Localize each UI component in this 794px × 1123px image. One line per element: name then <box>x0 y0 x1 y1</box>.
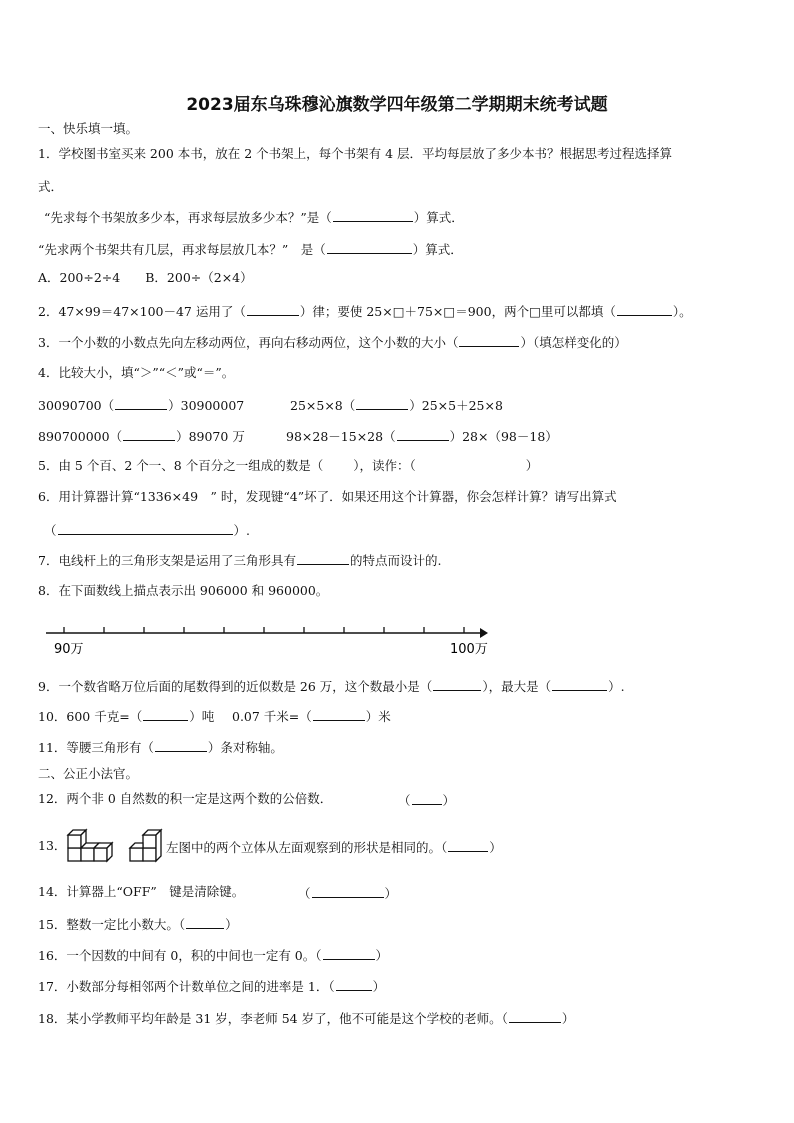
q13-text: 左图中的两个立体从左面观察到的形状是相同的。（ <box>166 840 448 855</box>
q6-line2 <box>44 521 250 539</box>
q1-blank-1[interactable] <box>333 208 413 222</box>
q14-answer <box>298 884 397 902</box>
q9-text-c: ）. <box>608 679 625 694</box>
q4-blank-4[interactable] <box>397 427 449 441</box>
q15-close: ） <box>225 917 238 932</box>
q12-answer <box>398 791 455 809</box>
q7-text-b: 的特点而设计的. <box>349 553 442 568</box>
q11-text-a: 11．等腰三角形有（ <box>38 740 154 755</box>
q10-text-d: ）米 <box>365 709 391 724</box>
section-heading-1: 一、快乐填一填。 <box>38 121 139 136</box>
q13-num: 13． <box>38 838 67 853</box>
q2-line <box>38 302 692 320</box>
q12-blank[interactable] <box>412 791 442 805</box>
q15-line <box>38 915 238 933</box>
q9-blank-1[interactable] <box>433 677 481 691</box>
q4-r1a-right: ）30900007 <box>168 398 245 413</box>
q4-r2b-right: ）28×（98－18） <box>449 429 558 444</box>
q4-row2-right <box>286 427 558 445</box>
q12-open: （ <box>398 793 411 808</box>
q1-line3 <box>44 208 464 226</box>
number-line-label-left: 90万 <box>54 642 84 657</box>
q5-text-a: 5．由 5 个百、2 个一、8 个百分之一组成的数是（ <box>38 458 324 473</box>
q6-text-b: ）. <box>233 523 250 538</box>
q15-blank[interactable] <box>186 915 224 929</box>
cube-figures <box>66 826 166 864</box>
q1-line3-text: “先求每个书架放多少本，再求每层放多少本？”是（ <box>44 210 332 225</box>
q3-blank[interactable] <box>459 333 519 347</box>
q5-text-b: ），读作：（ <box>353 458 416 473</box>
q13-line <box>166 838 502 856</box>
q6-text-a: （ <box>44 523 57 538</box>
q1-line2: 式． <box>38 179 64 194</box>
q1-line1: 1．学校图书室买来 200 本书，放在 2 个书架上，每个书架有 4 层．平均每层放了多少本书？根据思考过程选择算 <box>38 146 673 161</box>
q14-blank[interactable] <box>312 884 384 898</box>
q10-blank-1[interactable] <box>143 707 188 721</box>
page-title: 2023届东乌珠穆沁旗数学四年级第二学期期末统考试题 <box>186 95 608 115</box>
q13-close: ） <box>489 840 502 855</box>
q1-line4-end: ）算式． <box>412 242 463 257</box>
q9-line <box>38 677 625 695</box>
q7-blank[interactable] <box>297 551 349 565</box>
q16-close: ） <box>375 948 389 963</box>
q13-blank[interactable] <box>448 838 488 852</box>
q9-blank-2[interactable] <box>552 677 607 691</box>
q14-close: ） <box>384 886 398 901</box>
q7-line <box>38 551 441 569</box>
q4-row1-left <box>38 396 244 414</box>
q3-line <box>38 333 627 351</box>
q3-text-b: ）（填怎样变化的） <box>520 335 627 350</box>
q4-intro: 4．比较大小，填“＞”“＜”或“＝”。 <box>38 365 235 380</box>
q4-blank-3[interactable] <box>123 427 175 441</box>
q11-blank[interactable] <box>155 738 207 752</box>
q4-r2a-right: ）89070 万 <box>176 429 245 444</box>
q15-text: 15．整数一定比小数大。（ <box>38 917 186 932</box>
q4-r1a-left: 30090700（ <box>38 398 115 413</box>
q14-open: （ <box>298 886 311 901</box>
number-line-label-right: 100万 <box>450 642 488 657</box>
q4-r2a-left: 890700000（ <box>38 429 123 444</box>
q2-text-c: ）。 <box>672 304 692 319</box>
q2-blank-1[interactable] <box>247 302 299 316</box>
q2-text-a: 2．47×99＝47×100－47 运用了（ <box>38 304 246 319</box>
q17-blank[interactable] <box>336 977 372 991</box>
q9-text-b: ），最大是（ <box>482 679 552 694</box>
q11-text-b: ）条对称轴。 <box>207 740 283 755</box>
q4-row2-left <box>38 427 245 445</box>
q10-left <box>38 707 214 725</box>
q10-right <box>232 707 391 725</box>
number-line-ticks <box>64 627 464 633</box>
q14-text: 14．计算器上“OFF” 键是清除键。 <box>38 884 245 899</box>
q1-line3-end: ）算式． <box>413 210 464 225</box>
q10-text-c: 0.07 千米=（ <box>232 709 312 724</box>
q10-text-a: 10．600 千克=（ <box>38 709 143 724</box>
cube-figure-right <box>130 830 161 861</box>
q4-row1-right <box>290 396 503 414</box>
q2-blank-2[interactable] <box>617 302 672 316</box>
number-line-axis <box>46 628 488 638</box>
q5-line <box>38 458 538 474</box>
q1-line4 <box>38 240 463 258</box>
q2-text-b: ）律；要使 25×□＋75×□＝900，两个□里可以都填（ <box>299 304 616 319</box>
q3-text-a: 3．一个小数的小数点先向左移动两位，再向右移动两位，这个小数的大小（ <box>38 335 459 350</box>
q10-blank-2[interactable] <box>313 707 365 721</box>
q4-r1b-right: ）25×5＋25×8 <box>409 398 503 413</box>
q16-blank[interactable] <box>323 946 375 960</box>
q9-text-a: 9．一个数省略万位后面的尾数得到的近似数是 26 万，这个数最小是（ <box>38 679 433 694</box>
section-heading-2: 二、公正小法官。 <box>38 766 139 781</box>
q12-close: ） <box>442 793 456 808</box>
q1-options: A．200÷2÷4 B．200÷（2×4） <box>38 270 253 285</box>
q18-blank[interactable] <box>509 1009 561 1023</box>
q6-line1: 6．用计算器计算“1336×49 ” 时，发现键“4”坏了．如果还用这个计算器，你会怎样计算？请写出算式 <box>38 489 617 504</box>
q6-blank[interactable] <box>58 521 233 535</box>
q1-line4-text: “先求两个书架共有几层，再求每层放几本？” 是（ <box>38 242 326 257</box>
q4-blank-2[interactable] <box>356 396 408 410</box>
q4-blank-1[interactable] <box>115 396 167 410</box>
q17-text: 17．小数部分每相邻两个计数单位之间的进率是 1．（ <box>38 979 335 994</box>
q18-text: 18．某小学教师平均年龄是 31 岁，李老师 54 岁了，他不可能是这个学校的老师。（ <box>38 1011 508 1026</box>
q4-r1b-left: 25×5×8（ <box>290 398 356 413</box>
q8-text: 8．在下面数线上描点表示出 906000 和 960000。 <box>38 583 329 598</box>
q17-line <box>38 977 385 995</box>
q1-blank-2[interactable] <box>327 240 412 254</box>
q5-text-c: ） <box>525 458 539 473</box>
q11-line <box>38 738 283 756</box>
q7-text-a: 7．电线杆上的三角形支架是运用了三角形具有 <box>38 553 296 568</box>
q4-r2b-left: 98×28－15×28（ <box>286 429 396 444</box>
q17-close: ） <box>372 979 386 994</box>
q12-text: 12．两个非 0 自然数的积一定是这两个数的公倍数． <box>38 791 333 806</box>
q10-text-b: ）吨 <box>189 709 215 724</box>
q16-text: 16．一个因数的中间有 0，积的中间也一定有 0。（ <box>38 948 322 963</box>
q18-close: ） <box>561 1011 575 1026</box>
number-line[interactable] <box>40 615 500 661</box>
q16-line <box>38 946 388 964</box>
q18-line <box>38 1009 574 1027</box>
cube-figure-left <box>68 830 112 861</box>
